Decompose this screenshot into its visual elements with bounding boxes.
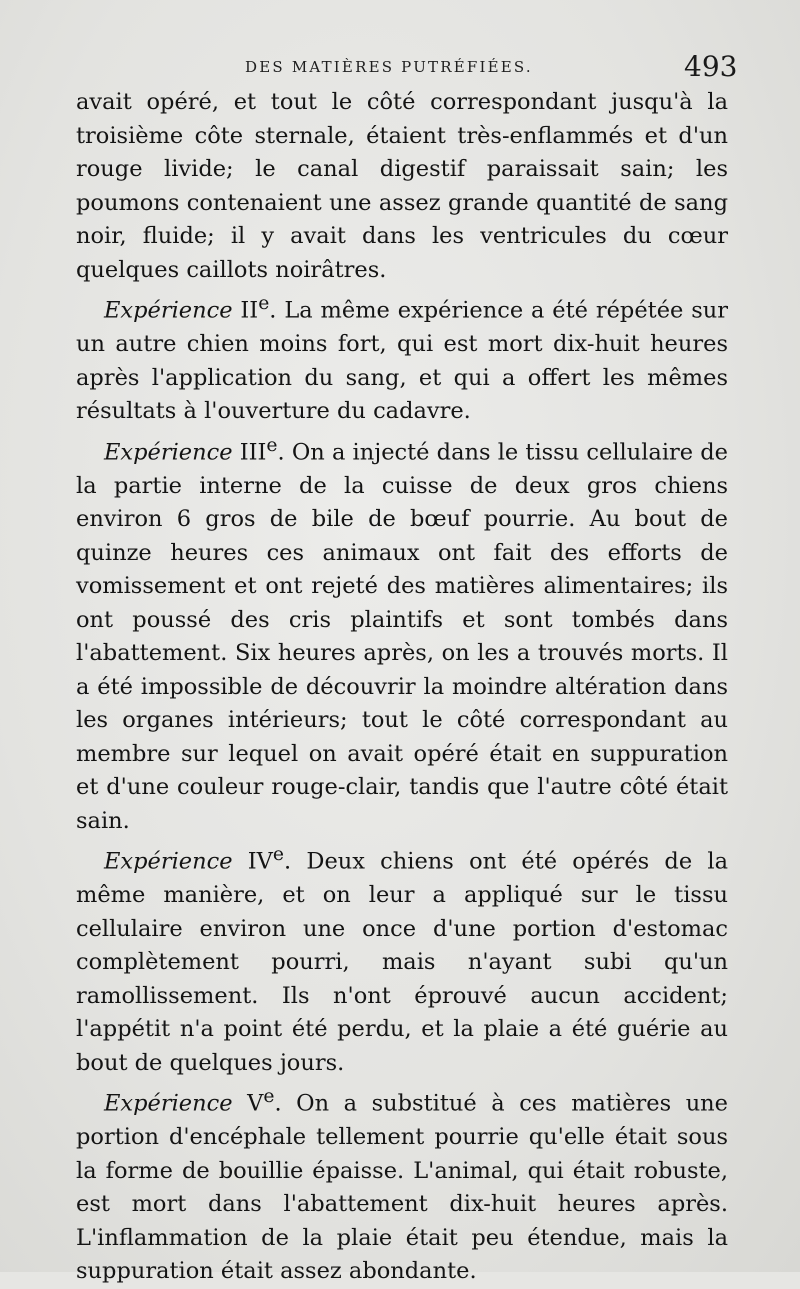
experience-suffix: e xyxy=(266,434,278,456)
experience-suffix: e xyxy=(263,1086,275,1107)
page-number: 493 xyxy=(684,50,738,83)
experience-suffix: e xyxy=(272,844,285,865)
paragraph-continuation xyxy=(76,86,728,287)
experience-numeral: II xyxy=(240,297,259,324)
experience-label: Expérience xyxy=(104,439,233,465)
paragraph-experience-2 xyxy=(76,287,728,429)
experience-label: Expérience xyxy=(104,848,233,875)
paragraph-text: . On a injecté dans le tissu cellulaire de la partie interne de la cuisse de deux gros chiens environ 6 gros de bile de bœuf pourrie. Au bout de quinze heures ces animaux ont fait des efforts de vomissement et ont rejeté des matières alimentaires; ils ont poussé des cris plaintifs et sont tombés dans l'abattement. Six heures après, on les a trouvés morts. Il a été impossible de découvrir la moindre altération dans les organes intérieurs; tout le côté correspondant au membre sur lequel on avait opéré était en suppuration et d'une couleur rouge-clair, tandis que l'autre côté était sain. xyxy=(76,439,728,834)
experience-numeral: IV xyxy=(247,848,273,875)
paragraph-text: . La même expérience a été répétée sur un autre chien moins fort, qui est mort dix-huit heures après l'application du sang, et qui a offert les mêmes résultats à l'ouverture du cadavre. xyxy=(76,297,728,424)
paragraph-text: . Deux chiens ont été opérés de la même manière, et on leur a appliqué sur le tissu cellulaire environ une once d'une portion d'estomac complètement pourri, mais n'ayant subi qu'un ramollissement. Ils n'ont éprouvé aucun accident; l'appétit n'a point été perdu, et la plaie a été guérie au bout de quelques jours. xyxy=(76,848,729,1076)
paragraph-experience-4 xyxy=(76,838,728,1080)
experience-label: Expérience xyxy=(104,1090,233,1117)
paragraph-experience-3 xyxy=(76,429,728,839)
experience-numeral: V xyxy=(247,1090,264,1117)
body-text xyxy=(76,86,728,1289)
experience-suffix: e xyxy=(258,293,270,314)
paragraph-experience-5 xyxy=(76,1080,728,1289)
experience-label: Expérience xyxy=(104,297,233,324)
experience-numeral: III xyxy=(239,439,267,465)
paragraph-text: . On a substitué à ces matières une portion d'encéphale tellement pourrie qu'elle était sous la forme de bouillie épaisse. L'animal, qui était robuste, est mort dans l'abattement dix-huit heures après. L'inflammation de la plaie était peu étendue, mais la suppuration était assez abondante. xyxy=(76,1090,728,1284)
running-head: DES MATIÈRES PUTRÉFIÉES. xyxy=(245,58,533,76)
paragraph-text: avait opéré, et tout le côté correspondant jusqu'à la troisième côte sternale, étaient très-enflammés et d'un rouge livide; le canal digestif paraissait sain; les poumons contenaient une assez grande quantité de sang noir, fluide; il y avait dans les ventricules du cœur quelques caillots noirâtres. xyxy=(76,89,728,283)
